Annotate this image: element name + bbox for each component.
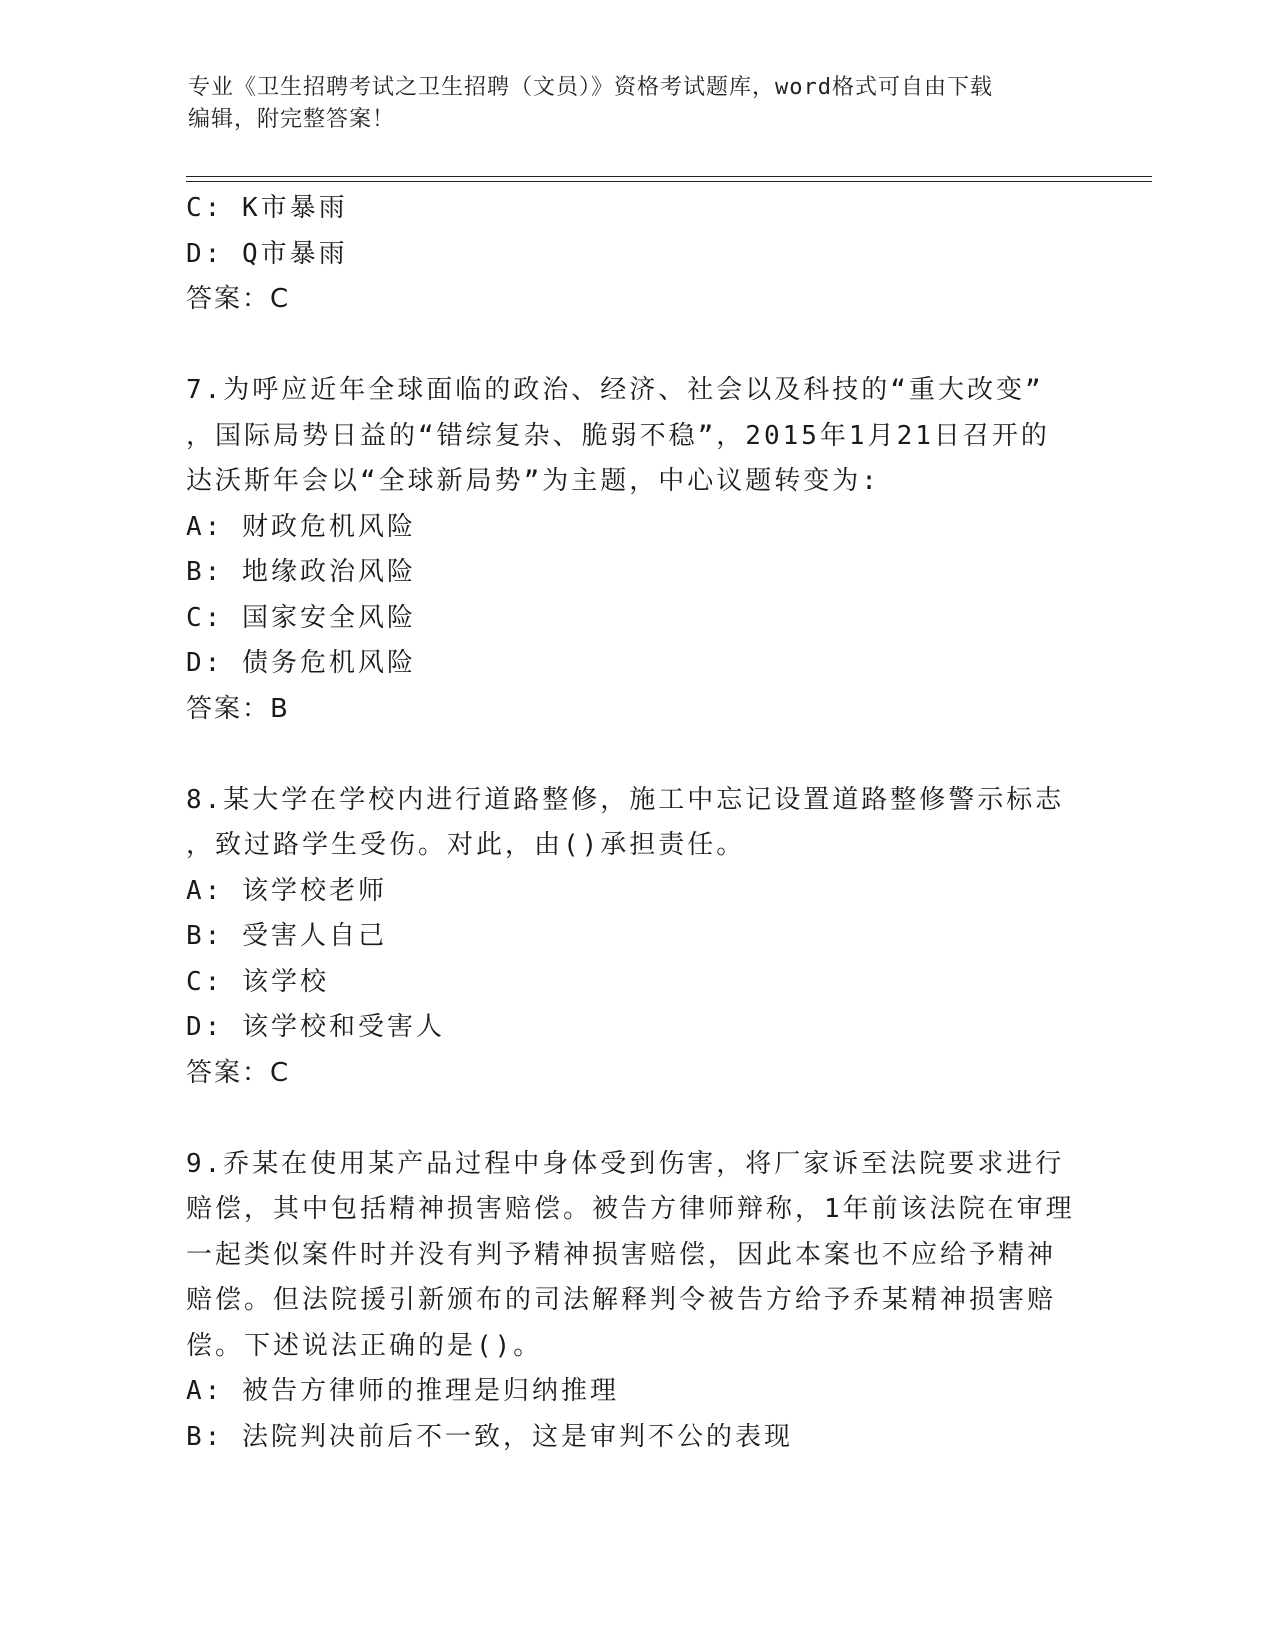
question-6-tail <box>186 186 1086 323</box>
question-stem-line: ，致过路学生受伤。对此，由()承担责任。 <box>186 830 746 860</box>
option-b: B: 法院判决前后不一致，这是审判不公的表现 <box>186 1421 793 1452</box>
spacer <box>186 1096 1086 1142</box>
answer: 答案：B <box>186 693 290 724</box>
question-stem-line: 达沃斯年会以“全球新局势”为主题，中心议题转变为: <box>186 466 880 496</box>
header-line-2: 编辑，附完整答案！ <box>188 107 396 132</box>
option-d: D: 债务危机风险 <box>186 648 416 678</box>
question-stem-line: 7.为呼应近年全球面临的政治、经济、社会以及科技的“重大改变” <box>186 375 1044 405</box>
answer: 答案：C <box>186 1057 291 1088</box>
question-stem-line: 一起类似案件时并没有判予精神损害赔偿，因此本案也不应给予精神 <box>186 1239 1057 1270</box>
question-7 <box>186 368 1086 732</box>
question-stem-line: 偿。下述说法正确的是()。 <box>186 1330 543 1361</box>
question-stem-line: 9.乔某在使用某产品过程中身体受到伤害，将厂家诉至法院要求进行 <box>186 1148 1065 1179</box>
spacer <box>186 732 1086 778</box>
header-line-1: 专业《卫生招聘考试之卫生招聘（文员）》资格考试题库，word格式可自由下载 <box>188 75 993 100</box>
question-stem-line: 8.某大学在学校内进行道路整修，施工中忘记设置道路整修警示标志 <box>186 784 1065 815</box>
option-b: B: 地缘政治风险 <box>186 557 416 587</box>
option-a: A: 该学校老师 <box>186 875 387 906</box>
question-stem-line: ，国际局势日益的“错综复杂、脆弱不稳”，2015年1月21日召开的 <box>186 420 1050 451</box>
question-8 <box>186 778 1086 1097</box>
option-d: D: 该学校和受害人 <box>186 1012 445 1042</box>
question-list <box>186 186 1086 1460</box>
option-c: C: 国家安全风险 <box>186 602 416 633</box>
header-divider <box>186 176 1152 182</box>
option-d: D: Q市暴雨 <box>186 238 348 269</box>
option-c: C: K市暴雨 <box>186 193 348 223</box>
option-b: B: 受害人自己 <box>186 921 387 951</box>
question-stem-line: 赔偿。但法院援引新颁布的司法解释判令被告方给予乔某精神损害赔 <box>186 1285 1057 1315</box>
option-c: C: 该学校 <box>186 966 329 997</box>
document-header <box>188 72 1088 136</box>
question-stem-line: 赔偿，其中包括精神损害赔偿。被告方律师辩称，1年前该法院在审理 <box>186 1194 1075 1224</box>
option-a: A: 财政危机风险 <box>186 511 416 542</box>
spacer <box>186 323 1086 369</box>
answer: 答案：C <box>186 284 291 314</box>
question-9 <box>186 1142 1086 1461</box>
option-a: A: 被告方律师的推理是归纳推理 <box>186 1376 619 1406</box>
